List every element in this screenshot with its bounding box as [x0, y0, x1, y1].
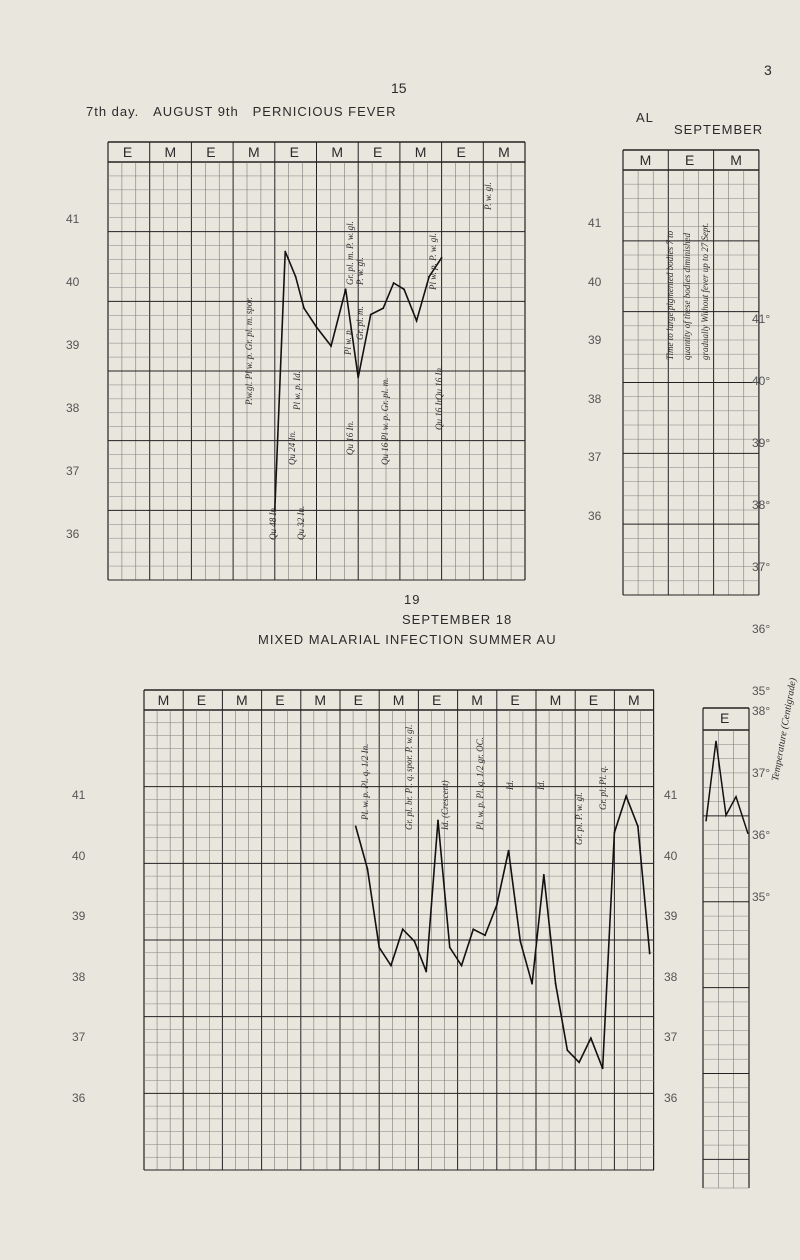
data-point: [531, 983, 533, 985]
column-header: E: [275, 692, 285, 708]
data-point: [508, 850, 510, 852]
column-header: M: [392, 692, 405, 708]
data-point: [543, 874, 545, 876]
chart1-month: AUGUST: [153, 104, 214, 119]
column-header: M: [331, 144, 344, 160]
data-point: [625, 795, 627, 797]
y-tick-label-left: 36: [72, 1090, 86, 1105]
data-point: [355, 826, 357, 828]
data-point: [449, 947, 451, 949]
y-tick-label: 35°: [752, 890, 771, 904]
annotation-label: Qu 32 In.: [296, 505, 306, 540]
data-point: [382, 307, 384, 309]
data-point: [519, 940, 521, 942]
side-axis-tick: 35°: [752, 684, 771, 698]
annotation-label: Qu 24 In.: [287, 430, 297, 465]
annotation-label: P.w.gl. Pl w. p. Gr. pl. m. spor.: [244, 296, 254, 405]
column-header: M: [236, 692, 248, 708]
annotation-label: Time to large pigmented bodies 7 to: [665, 230, 675, 360]
y-tick-label: 41: [664, 788, 678, 802]
annotation-label: Gr. pl. m. P. w. gl.: [345, 221, 355, 285]
data-point: [345, 288, 347, 290]
y-tick-label: 37°: [752, 766, 771, 780]
column-header: M: [247, 144, 260, 160]
data-point: [303, 307, 305, 309]
side-axis-tick: 38°: [752, 498, 771, 512]
data-point: [602, 1068, 604, 1070]
y-tick-label: 38: [588, 391, 602, 406]
data-point: [590, 1037, 592, 1039]
data-point: [390, 965, 392, 967]
column-header: M: [639, 152, 652, 168]
column-header: E: [588, 692, 599, 708]
chart3-day: 19: [404, 592, 421, 607]
annotation-label: Qu 16 In.: [434, 365, 444, 400]
page-number-15: 15: [391, 80, 407, 96]
column-header: E: [510, 692, 520, 708]
annotation-label: Pl w. p. P. w. gl.: [428, 232, 438, 290]
column-header: M: [164, 144, 177, 160]
annotation-label: Gr. pl. m.: [355, 306, 365, 340]
chart1-title: PERNICIOUS FEVER: [252, 104, 397, 119]
column-header: M: [314, 692, 327, 708]
y-tick-label: 37: [588, 450, 602, 464]
annotation-label: Pl w. p.: [343, 328, 353, 355]
column-header: E: [196, 692, 207, 708]
y-tick-label: 36: [664, 1090, 678, 1105]
data-point: [649, 953, 651, 955]
y-tick-label: 41: [66, 212, 80, 226]
temperature-series-line: [356, 796, 650, 1068]
column-header: M: [471, 692, 483, 708]
data-point: [370, 314, 372, 316]
side-axis-tick: 39°: [752, 436, 771, 450]
data-point: [437, 819, 439, 821]
data-point: [402, 928, 404, 930]
data-point: [637, 826, 639, 828]
annotation-label: Id.: [505, 780, 515, 790]
y-tick-label: 39: [66, 338, 80, 352]
side-axis-tick: 40°: [752, 374, 771, 388]
y-tick-label: 39: [588, 333, 602, 347]
y-tick-label-left: 40: [72, 848, 86, 863]
data-point: [441, 257, 443, 259]
side-axis-label: Temperature (Centigrade): [770, 677, 799, 782]
data-point: [578, 1061, 580, 1063]
side-axis-tick: 37°: [752, 560, 771, 574]
y-tick-label: 40: [588, 274, 602, 289]
y-tick-label-left: 41: [72, 788, 86, 802]
side-axis-tick: 36°: [752, 622, 771, 636]
data-point: [472, 928, 474, 930]
data-point: [403, 288, 405, 290]
data-point: [414, 940, 416, 942]
chart1-day: 7th day.: [86, 104, 140, 119]
data-point: [614, 832, 616, 834]
y-tick-label: 38°: [752, 704, 771, 718]
y-tick-label: 36: [588, 508, 602, 523]
data-point: [367, 868, 369, 870]
y-tick-label-left: 38: [72, 969, 86, 984]
data-point: [566, 1049, 568, 1051]
chart3-title: MIXED MALARIAL INFECTION SUMMER AU: [258, 632, 557, 647]
annotation-label: P. w. gl.: [355, 257, 365, 285]
annotation-label: quantity of these bodies diminished: [682, 233, 692, 360]
column-header: M: [730, 152, 742, 168]
column-header: E: [373, 144, 383, 160]
y-tick-label-left: 37: [72, 1030, 86, 1044]
y-tick-label: 36°: [752, 828, 771, 842]
data-point: [393, 282, 395, 284]
column-header: E: [289, 144, 299, 160]
chart2-prefix: AL: [636, 110, 654, 125]
data-point: [357, 377, 359, 379]
column-header: E: [206, 144, 216, 160]
data-point: [484, 934, 486, 936]
annotation-label: P. w. gl.: [483, 182, 493, 210]
y-tick-label: 41: [588, 216, 602, 230]
data-point: [416, 320, 418, 322]
y-tick-label: 36: [66, 527, 80, 541]
data-point: [295, 276, 297, 278]
chart2-title: SEPTEMBER: [674, 122, 764, 137]
data-point: [284, 251, 286, 253]
column-header: M: [549, 692, 562, 708]
column-header: M: [628, 692, 640, 708]
y-tick-label: 39: [664, 909, 678, 923]
y-tick-label: 38: [66, 401, 80, 415]
annotation-label: Pl. w. p. Pl. q. 1/2 gr. OC.: [475, 737, 485, 830]
y-tick-label: 38: [664, 969, 678, 984]
data-point: [555, 983, 557, 985]
annotation-label: Gr. pl. br. Pl. q. spor. P. w. gl.: [404, 724, 414, 830]
annotation-label: Pl w. p. Id.: [292, 371, 302, 410]
column-header: M: [414, 144, 427, 160]
column-header: E: [456, 144, 466, 160]
annotation-label: Pl. w. p. Pl. q. 1/2 In.: [360, 743, 370, 820]
annotation-label: Gr. pl. P. w. gl.: [574, 792, 584, 845]
y-tick-label-left: 39: [72, 909, 86, 923]
annotation-label: gradually Without fever up to 27 Sept.: [700, 222, 710, 360]
column-header: E: [684, 152, 695, 168]
data-point: [425, 971, 427, 973]
y-tick-label: 40: [66, 275, 80, 289]
column-header: E: [122, 144, 133, 160]
column-header: E: [720, 710, 730, 726]
column-header: E: [353, 692, 363, 708]
data-point: [330, 345, 332, 347]
chart3-month: SEPTEMBER 18: [402, 612, 513, 627]
y-tick-label: 37: [66, 464, 80, 478]
data-point: [461, 965, 463, 967]
column-header: M: [157, 692, 170, 708]
annotation-label: Qu 16 In.: [345, 420, 355, 455]
annotation-label: Id.: [536, 780, 546, 790]
chart1-date: 9th: [217, 104, 239, 119]
y-tick-label: 37: [664, 1030, 678, 1044]
data-point: [496, 904, 498, 906]
annotation-label: Qu 48 In.: [268, 505, 278, 540]
side-page-number: 3: [764, 62, 772, 78]
annotation-label: Qu 16 Pl w. p. Gr. pl. m.: [380, 377, 390, 465]
column-header: E: [432, 692, 442, 708]
data-point: [378, 947, 380, 949]
column-header: M: [498, 144, 510, 160]
side-axis-tick: 41°: [752, 312, 771, 326]
annotation-label: Gr. pl. Pl. q.: [598, 765, 608, 810]
y-tick-label: 40: [664, 848, 678, 863]
annotation-label: Qu 16 In.: [434, 395, 444, 430]
annotation-label: Id. (Crescent): [440, 780, 450, 830]
data-point: [316, 326, 318, 328]
